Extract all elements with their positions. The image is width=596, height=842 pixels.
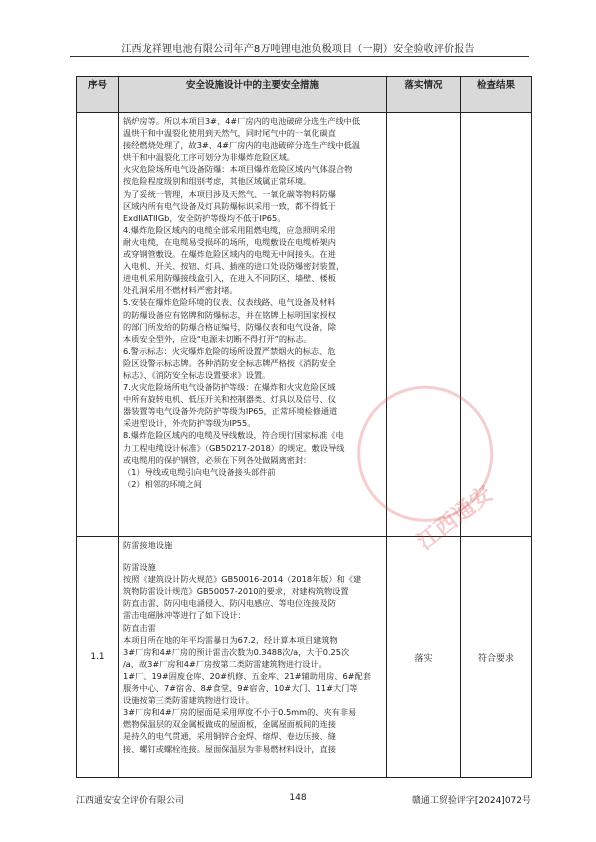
row2-number-cell: 1.1 — [77, 537, 119, 778]
text-line: 的防爆设备应有铭牌和防爆标志，并在铭牌上标明国家授权 — [123, 309, 336, 320]
text-line: 的部门所发给的防爆合格证编号，防爆仪表和电气设备，除 — [123, 321, 336, 332]
text-line: 或电缆用的保护钢管，必须在下列各处做隔离密封： — [123, 454, 312, 465]
text-line: 防雷接地设施 — [123, 540, 173, 550]
text-line: 按照《建筑设计防火规范》GB50016-2014（2018年版）和《建 — [123, 574, 362, 585]
row1-status-cell — [387, 113, 461, 537]
text-line: 温烘干和中温裂化使用到天然气，同时尾气中的一氧化碳直 — [123, 128, 336, 139]
safety-measures-table — [76, 76, 532, 778]
table-row — [77, 113, 532, 537]
text-line: 8.爆炸危险区域内的电缆及导线敷设，符合现行国家标准《电 — [123, 430, 344, 441]
footer-company: 江西通安安全评价有限公司 — [76, 796, 185, 806]
text-line: 入电机、开关、按钮、灯具、插座的进口处设防爆密封装置， — [123, 261, 345, 272]
text-line — [123, 551, 383, 561]
text-line: 火灾危险场所电气设备防爆：本项目爆炸危险区域内气体混合物 — [123, 164, 353, 175]
text-line: 或穿钢管敷设。在爆炸危险区域内的电缆无中间接头。在进 — [123, 249, 336, 260]
footer-page-number: 148 — [289, 793, 307, 803]
text-line: 接经燃烧处理了，故3#、4#厂房内的电池破碎分选生产线中低温 — [123, 140, 361, 151]
text-line: 标志》、《消防安全标志设置要求》设置。 — [123, 369, 271, 380]
text-line: 防直击雷 — [123, 622, 156, 633]
text-line: 力工程电缆设计标准》（GB50217-2018）的规定。敷设导线 — [123, 442, 345, 453]
text-line: 3#厂房和4#厂房的屋面是采用厚度不小于0.5mm的、夹有非易 — [123, 707, 357, 718]
text-line: /a，故3#厂房和4#厂房按第二类防雷建筑物进行设计。 — [123, 658, 327, 669]
footer-report-number: 赣通工贸验评字[2024]072号 — [411, 796, 531, 806]
column-header-number: 序号 — [77, 77, 119, 113]
row2-measures-cell — [119, 537, 387, 778]
text-line: 4.爆炸危险区域内的电缆全部采用阻燃电缆，应急照明采用 — [123, 224, 336, 235]
text-line: 雷击电磁脉冲等进行了如下设计： — [123, 610, 246, 621]
text-line: 服务中心、7#宿舍、8#食堂、9#宿舍、10#大门、11#大门等 — [123, 683, 358, 694]
text-line: 中所有旋转电机、低压开关和控制器类、灯具以及信号、仪 — [123, 394, 336, 405]
text-line: 为了妥统一管理，本项目涉及天然气、一氧化碳等物料防爆 — [123, 188, 336, 199]
text-line: 5.安装在爆炸危险环境的仪表、仪表线路、电气设备及材料 — [123, 297, 336, 308]
text-line: 7.火灾危险场所电气设备防护等级：在爆炸和火灾危险区域 — [123, 382, 336, 393]
text-line: （2）相邻的环境之间 — [123, 478, 202, 489]
table-row — [77, 537, 532, 778]
watermark-text: 江西通安 — [412, 481, 498, 556]
text-line: 防直击雷、防闪电电涌侵入、防闪电感应、等电位连接及防 — [123, 598, 336, 609]
page-header-title: 江西龙祥锂电池有限公司年产8万吨锂电池负极项目（一期）安全验收评价报告 — [121, 44, 475, 55]
text-line: 3#厂房和4#厂房的预计雷击次数为0.3488次/a，大于0.25次 — [123, 646, 350, 657]
header-divider — [70, 56, 529, 57]
text-line: 处孔洞采用不燃材料严密封堵。 — [123, 285, 238, 296]
text-line: 1#厂、19#固废仓库、20#机修、五金库、21#辅助用房、6#配套 — [123, 670, 371, 681]
text-line: 区域内所有电气设备及灯具防爆标识采用一致，都不得低于 — [123, 200, 336, 211]
row1-number-cell — [77, 113, 119, 537]
text-line: 6.警示标志：火灾爆炸危险的场所设置严禁烟火的标志、危 — [123, 345, 336, 356]
column-header-measures: 安全设施设计中的主要安全措施 — [119, 77, 387, 113]
table-header-row — [77, 77, 532, 113]
row2-result-cell: 符合要求 — [461, 537, 532, 778]
text-line: 筑物防雷设计规范》GB50057-2010的要求，对建构筑物设置 — [123, 586, 349, 597]
text-line: 器装置等电气设备外壳防护等级为IP65，正常环境检修通道 — [123, 406, 338, 417]
text-line: 按危险程度级别和组别考虑，其他区域属正常环境。 — [123, 176, 312, 187]
text-line: ExdIIATIIGb，安全防护等级均不低于IP65。 — [123, 212, 286, 223]
text-line: 锅炉房等。所以本项目3#、4#厂房内的电池破碎分选生产线中低 — [123, 116, 361, 126]
text-line: 本质安全型外，应设“电源未切断不得打开”的标志。 — [123, 333, 312, 344]
row1-measures-cell — [119, 113, 387, 537]
text-line: 燃物保温层的双金属板做成的屋面板，金属屋面板间的连接 — [123, 719, 336, 730]
text-line: 进电机采用防爆接线盒引入，在进入不同防区、墙壁、楼板 — [123, 273, 336, 284]
text-line: 耐火电缆，在电缆易受损坏的场所，电缆敷设在电缆桥架内 — [123, 236, 336, 247]
row1-result-cell — [461, 113, 532, 537]
row2-status-cell: 落实 — [387, 537, 461, 778]
text-line: 险区设警示标志牌。各种消防安全标志牌严格按《消防安全 — [123, 357, 336, 368]
text-line: 采进型设计，外壳防护等级为IP55。 — [123, 418, 256, 429]
column-header-status: 落实情况 — [387, 77, 461, 113]
column-header-result: 检查结果 — [461, 77, 532, 113]
text-line: 本项目所在地的年平均雷暴日为67.2，经计算本项目建筑物 — [123, 634, 338, 645]
text-line: 设施按第三类防雷建筑物进行设计。 — [123, 695, 255, 706]
text-line: 烘干和中温裂化工序可划分为非爆炸危险区域。 — [123, 152, 295, 163]
text-line: 接、螺钉或螺栓连接。屋面保温层为非易燃材料设计，直接 — [123, 743, 336, 754]
text-line: 防雷设施 — [123, 562, 156, 573]
text-line: （1）导线或电缆引向电气设备接头部件前 — [123, 466, 276, 477]
text-line: 是持久的电气贯通，采用铜锌合金焊、熔焊、卷边压接、缝 — [123, 731, 336, 742]
